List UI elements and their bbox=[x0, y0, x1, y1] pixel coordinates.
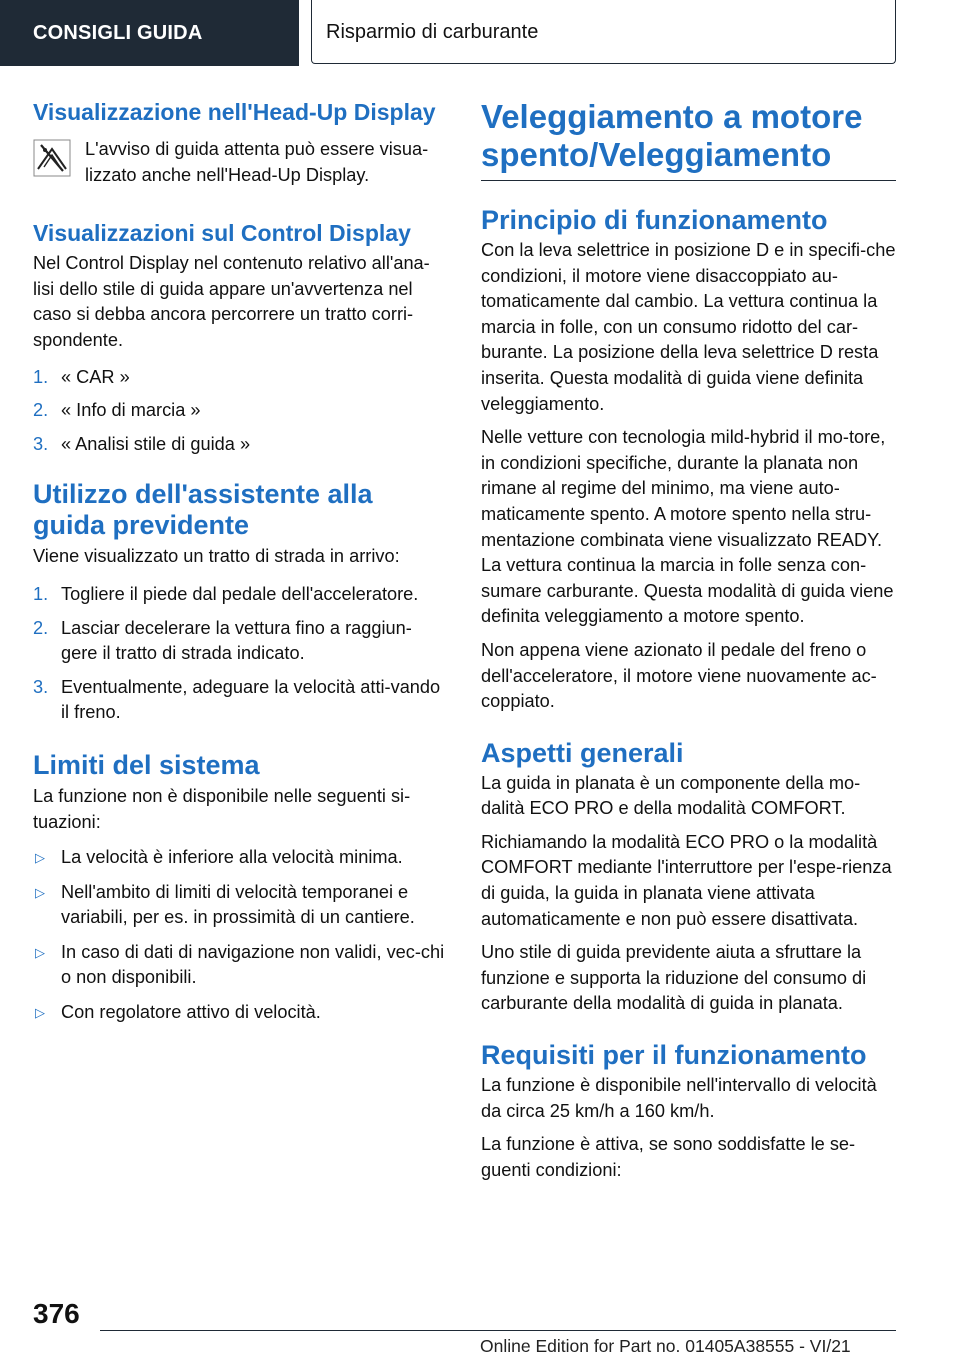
hud-warning-icon bbox=[33, 139, 71, 177]
edition-text: Online Edition for Part no. 01405A38555 - VI/21 bbox=[480, 1336, 851, 1356]
heading-limits: Limiti del sistema bbox=[33, 749, 260, 780]
list-item: 2. Lasciar decelerare la vettura fino a raggiun-gere il tratto di strada indicato. bbox=[33, 617, 412, 664]
heading-general: Aspetti generali bbox=[481, 737, 684, 768]
list-item: 1. Togliere il piede dal pedale dell'acceleratore. bbox=[33, 583, 419, 604]
requirements-p2: La funzione è attiva, se sono soddisfatte le se-guenti condizioni: bbox=[481, 1134, 856, 1180]
principle-p1: Con la leva selettrice in posizione D e in specifi-che condizioni, il motore viene disaccoppiato au-tomaticamente dal cambio. La vettura continua la marcia in folle, con un consumo ridotto del car-burante. La posizione della leva selettrice D resta inserita. Questa modalità di guida viene definita veleggiamento. bbox=[481, 240, 896, 414]
footer-divider bbox=[100, 1330, 896, 1331]
heading-assistant: Utilizzo dell'assistente alla guida previdente bbox=[33, 479, 373, 541]
section-title: Risparmio di carburante bbox=[311, 0, 896, 64]
bullet-triangle-icon: ▷ bbox=[35, 944, 45, 960]
list-item: ▷ Con regolatore attivo di velocità. bbox=[33, 1000, 448, 1026]
list-item: 3. « Analisi stile di guida » bbox=[33, 433, 251, 454]
requirements-p1: La funzione è disponibile nell'intervallo di velocità da circa 25 km/h a 160 km/h. bbox=[481, 1075, 877, 1121]
general-p3: Uno stile di guida previdente aiuta a sfruttare la funzione e supporta la riduzione del consumo di carburante della modalità di guida in planata. bbox=[481, 942, 867, 1014]
list-item: ▷ In caso di dati di navigazione non validi, vec-chi o non disponibili. bbox=[33, 940, 448, 991]
bullet-triangle-icon: ▷ bbox=[35, 1005, 45, 1021]
page-header bbox=[0, 0, 960, 66]
list-item: 3. Eventualmente, adeguare la velocità atti-vando il freno. bbox=[33, 676, 441, 723]
heading-principle: Principio di funzionamento bbox=[481, 205, 828, 235]
list-item: ▷ Nell'ambito di limiti di velocità temporanei e variabili, per es. in prossimità di un cantiere. bbox=[33, 880, 448, 931]
heading-requirements: Requisiti per il funzionamento bbox=[481, 1040, 867, 1071]
limits-text: La funzione non è disponibile nelle seguenti si-tuazioni: bbox=[33, 785, 411, 832]
hud-note-text: L'avviso di guida attenta può essere visua-lizzato anche nell'Head-Up Display. bbox=[85, 139, 429, 185]
limits-list bbox=[33, 845, 448, 1026]
page-number: 376 bbox=[33, 1298, 80, 1329]
list-item: 1. « CAR » bbox=[33, 366, 130, 387]
chapter-tab: CONSIGLI GUIDA bbox=[0, 0, 299, 66]
list-item: 2. « Info di marcia » bbox=[33, 400, 201, 421]
heading-control-display: Visualizzazioni sul Control Display bbox=[33, 220, 411, 247]
heading-hud: Visualizzazione nell'Head-Up Display bbox=[33, 99, 436, 125]
general-p1: La guida in planata è un componente della mo-dalità ECO PRO e della modalità COMFORT. bbox=[481, 772, 861, 819]
cd-text: Nel Control Display nel contenuto relativo all'ana-lisi dello stile di guida appare un'avvertenza nel caso si debba ancora percorrere un tratto corri-spondente. bbox=[33, 253, 430, 350]
right-column bbox=[481, 98, 896, 1183]
cd-steps bbox=[33, 365, 448, 458]
heading-main: Veleggiamento a motore spento/Veleggiamento bbox=[481, 98, 863, 173]
bullet-triangle-icon: ▷ bbox=[35, 850, 45, 866]
list-item: ▷ La velocità è inferiore alla velocità minima. bbox=[33, 845, 448, 871]
left-column bbox=[33, 98, 448, 1026]
bullet-triangle-icon: ▷ bbox=[35, 884, 45, 900]
principle-p3: Non appena viene azionato il pedale del freno o dell'acceleratore, il motore viene nuovamente ac-coppiato. bbox=[481, 639, 877, 712]
use-steps bbox=[33, 582, 448, 726]
principle-p2: Nelle vetture con tecnologia mild-hybrid il mo-tore, in condizioni specifiche, durante la planata non rimane al regime del minimo, ma viene auto-maticamente spento. A motore spento nella stru-mentazione combinata viene visualizzato READY. La vettura continua la marcia in folle senza con-sumare carburante. Questa modalità di guida viene definita veleggiamento a motore spento. bbox=[481, 427, 894, 627]
hud-note bbox=[33, 137, 448, 188]
use-text: Viene visualizzato un tratto di strada in arrivo: bbox=[33, 546, 400, 567]
main-title-block bbox=[481, 98, 896, 181]
general-p2: Richiamando la modalità ECO PRO o la modalità COMFORT mediante l'interruttore per l'espe-rienza di guida, la guida in planata viene attivata automaticamente e non può essere disattivata. bbox=[481, 831, 892, 929]
